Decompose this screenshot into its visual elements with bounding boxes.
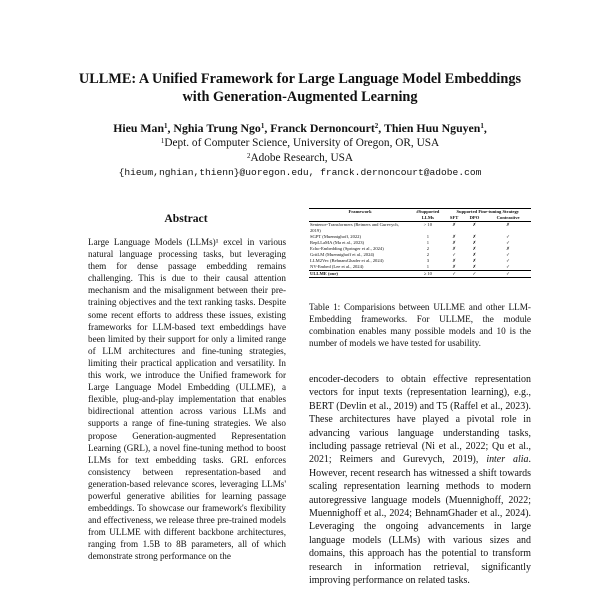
table-row-ours: ULLME (our) ≥ 10 ✓ ✓ ✓	[309, 271, 531, 278]
author-emails: {hieum,nghian,thienn}@uoregon.edu, franck.dernoncourt@adobe.com	[118, 167, 482, 178]
author-list: Hieu Man$^1$, Nghia Trung Ngo$^1$, Franck Dernoncourt$^2$, Thien Huu Nguyen$^1$,	[113, 121, 487, 135]
author: Franck Dernoncourt$^2$	[270, 121, 379, 135]
comparison-table	[309, 208, 531, 278]
author: Thien Huu Nguyen$^1$	[383, 121, 484, 135]
paper-title	[0, 70, 600, 106]
header-dpo: DPO	[469, 215, 480, 220]
author: Hieu Man$^1$	[113, 121, 168, 135]
body-text-right: encoder-decoders to obtain effective representation vectors for input texts (representation learning), e.g., BERT (Devlin et al., 2019) and T5 (Raffel et al., 2023). These architectures have played a pivotal role in advancing various language understanding tasks, including passage retrieval (Ni et al., 2022; Qu et al., 2021; Reimers and Gurevych, 2019), inter alia. However, recent research has witnessed a shift towards scaling representation learning methods to modern autoregressive language models (Muennighoff, 2022; Muennighoff et al., 2024; BehnamGhader et al., 2024). Leveraging the ongoing advancements in large language models (LLMs) with various sizes and domains, this approach has the potential to transform research in information retrieval, significantly improving performance on related tasks.	[309, 374, 531, 587]
table-row: LLM2Vec (BehnamGhader et al., 2024) 3 ✗ ✗ ✓	[310, 258, 510, 263]
title-line-1: ULLME: A Unified Framework for Large Language Model Embeddings	[78, 71, 522, 87]
table-row: Echo-Embedding (Springer et al., 2024) 2 ✗ ✗ ✗	[310, 246, 510, 251]
header-supported: #Supported	[416, 209, 440, 214]
affiliation-2: $^2$Adobe Research, USA	[246, 152, 354, 164]
header-sft: SFT	[449, 215, 459, 220]
abstract-text: Large Language Models (LLMs)¹ excel in various natural language processing tasks, but leveraging them for dense passage embedding remains challenging. This is due to their causal attention mechanism and the misalignment between their pre-training objectives and the text ranking tasks. Despite some recent efforts to address these issues, existing frameworks for LLM-based text embeddings have been limited by their support for only a limited range of LLM architectures and fine-tuning strategies, limiting their practical application and versatility. In this work, we introduce the Unified framework for Large Language Model Embedding (ULLME), a flexible, plug-and-play implementation that enables bidirectional attention across various LLMs and supports a range of fine-tuning strategies. We also propose Generation-augmented Representation Learning (GRL), a novel fine-tuning method to boost LLMs for text embedding tasks. GRL enforces consistency between representation-based and generation-based relevance scores, leveraging LLMs' powerful generative abilities for learning passage embeddings. To showcase our framework's flexibility and effectiveness, we release three pre-trained models from ULLME with different backbone architectures, ranging from 1.5B to 8B parameters, all of which demonstrate strong performance on the	[88, 237, 286, 562]
table-row: SGPT (Muennighoff, 2022) 1 ✗ ✗ ✓	[310, 234, 510, 239]
abstract-heading: Abstract	[164, 212, 208, 225]
header-llms: LLMs	[421, 215, 434, 220]
table-row: NV-Embed (Lee et al., 2024) 1 ✗ ✗ ✓	[309, 264, 531, 271]
affiliation-1: $^1$Dept. of Computer Science, University of Oregon, OR, USA	[160, 137, 440, 149]
header-strategy: Supported Fine-tuning Strategy	[456, 209, 520, 214]
table-row: RepLLaMA (Ma et al., 2023) 1 ✗ ✗ ✓	[310, 240, 510, 245]
title-line-2: with Generation-Augmented Learning	[182, 89, 418, 105]
table-row: Sentence-Transformers (Reimers and Gurevych, 2019) > 10 ✗ ✗ ✗	[310, 222, 510, 233]
table-row: GritLM (Muennighoff et al., 2024) 2 ✓ ✗ ✓	[310, 252, 510, 257]
header-contrastive: Contrastive	[496, 215, 520, 220]
table-caption: Table 1: Comparisions between ULLME and other LLM-Embedding frameworks. For ULLME, the module combination enables many possible models and 10 is the number of models we have tested for usability.	[309, 302, 531, 349]
author: Nghia Trung Ngo$^1$	[173, 121, 265, 135]
header-framework: Framework	[348, 209, 372, 214]
